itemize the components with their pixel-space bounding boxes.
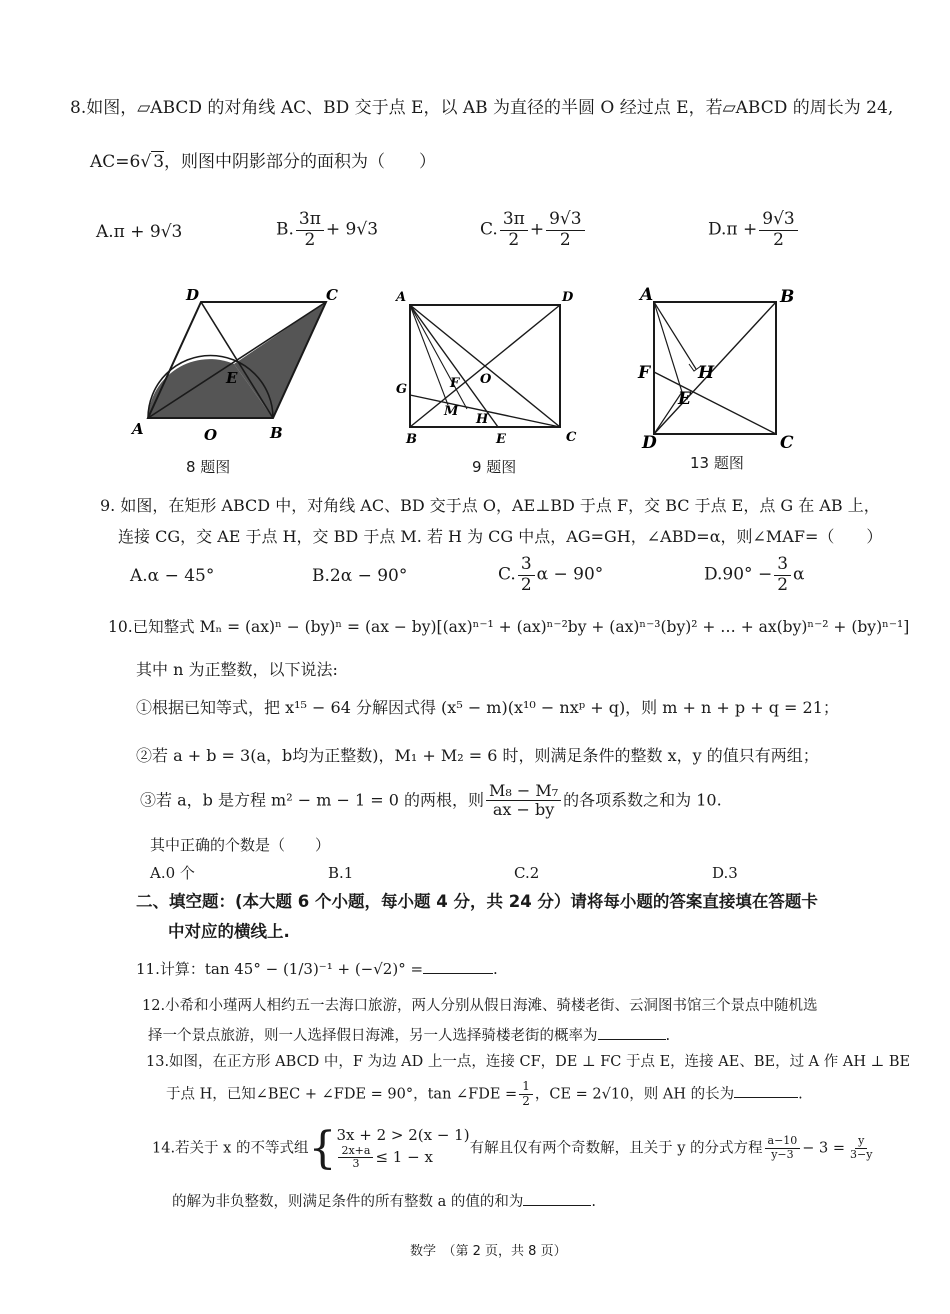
- q8-option-c-frac1: [500, 210, 528, 250]
- q10-ask: 其中正确的个数是（ ）: [150, 836, 331, 854]
- q8-option-c: [480, 210, 587, 250]
- q14-mid: 有解且仅有两个奇数解，且关于 y 的分式方程: [469, 1140, 763, 1157]
- q8-option-c-frac2: [546, 210, 584, 250]
- q8-option-c-label: C.: [480, 219, 498, 240]
- fig13-label-h: H: [698, 363, 715, 383]
- fig8-label-d: D: [186, 286, 200, 304]
- q10-line1: 10.已知整式 Mₙ = (ax)ⁿ − (by)ⁿ = (ax − by)[(ax)ⁿ⁻¹ + (ax)ⁿ⁻²by + (ax)ⁿ⁻³(by)² + … + ax(by)ⁿ⁻² + (by)ⁿ⁻¹]: [108, 618, 910, 636]
- figure-8: [130, 284, 350, 449]
- q9-option-c-label: C.: [498, 564, 516, 585]
- q8-option-b-frac: [296, 210, 324, 250]
- q14-system: [336, 1126, 469, 1171]
- figure-13: [636, 284, 806, 452]
- q9-option-d-den: 2: [777, 574, 789, 595]
- figure-9-caption: 9 题图: [472, 458, 517, 476]
- q14-brace: {: [308, 1122, 337, 1174]
- q14-frac2: [847, 1135, 875, 1161]
- q14-frac2-num: y: [855, 1135, 867, 1149]
- q13-line2-pre: 于点 H，已知∠BEC + ∠FDE = 90°，tan ∠FDE =: [166, 1086, 518, 1103]
- q10-s3-num: M₈ − M₇: [486, 782, 561, 801]
- fig9-label-f: F: [450, 376, 460, 391]
- q13-line2-mid: ，CE = 2√10，则 AH 的长为: [534, 1086, 735, 1103]
- q8-option-d: [708, 210, 800, 250]
- q9-option-d-num: 3: [774, 555, 791, 576]
- q8-line2: [90, 152, 436, 173]
- q10-s3-post: 的各项系数之和为 10.: [563, 790, 722, 810]
- figure-9: [390, 285, 590, 450]
- q13-tail: .: [798, 1086, 803, 1103]
- q13-line1: 13.如图，在正方形 ABCD 中，F 为边 AD 上一点，连接 CF，DE ⊥ FC 于点 E，连接 AE、BE，过 A 作 AH ⊥ BE: [146, 1054, 911, 1070]
- q12-line2: [148, 1027, 670, 1045]
- fig9-label-b: B: [406, 432, 417, 447]
- q8-option-b-tail: + 9√3: [325, 219, 379, 240]
- fig9-label-g: G: [396, 382, 408, 397]
- q8-option-b: [276, 210, 378, 250]
- figure-13-caption: 13 题图: [690, 454, 744, 472]
- q12-line2-text: 择一个景点旅游，则一人选择假日海滩，另一人选择骑楼老街的概率为: [148, 1028, 598, 1044]
- fig8-label-c: C: [326, 286, 338, 304]
- q8-option-c-den2: 2: [559, 229, 571, 250]
- q9-option-c-den: 2: [520, 574, 532, 595]
- q8-option-a: A.π + 9√3: [96, 222, 183, 242]
- page-footer: 数学 （第 2 页，共 8 页）: [410, 1244, 567, 1259]
- q9-option-c: [498, 555, 603, 595]
- section2-heading-line2: 中对应的横线上.: [168, 922, 290, 941]
- q10-line2: 其中 n 为正整数，以下说法:: [136, 660, 338, 679]
- q9-option-c-tail: α − 90°: [536, 564, 604, 585]
- q10-statement-2: ②若 a + b = 3(a，b均为正整数)，M₁ + M₂ = 6 时，则满足条件的整数 x，y 的值只有两组；: [136, 746, 819, 765]
- fig8-label-o: O: [204, 426, 218, 444]
- q14-pre: 14.若关于 x 的不等式组: [152, 1140, 309, 1157]
- q13-answer-blank[interactable]: [734, 1097, 798, 1098]
- q14-ineq2-den: 3: [352, 1157, 360, 1171]
- fig13-label-c: C: [780, 433, 794, 452]
- q9-option-d-tail: α: [793, 564, 805, 585]
- q14-line2: [172, 1193, 596, 1211]
- q10-statement-3: [140, 782, 722, 820]
- fig13-line-cf: [654, 372, 776, 434]
- q12-answer-blank[interactable]: [598, 1039, 666, 1040]
- fig9-line-ah: [410, 305, 467, 409]
- q11-tail: .: [493, 960, 498, 978]
- q13-frac-den: 2: [522, 1093, 530, 1108]
- q9-option-a: A.α − 45°: [130, 566, 215, 586]
- q14-ineq2-frac: [338, 1145, 373, 1171]
- q10-s3-frac: [486, 782, 561, 820]
- q14-frac1-num: a−10: [765, 1135, 801, 1149]
- q14-frac1-den: y−3: [771, 1148, 794, 1162]
- q10-s3-den: ax − by: [492, 800, 555, 820]
- fig8-label-a: A: [132, 420, 144, 438]
- q14-tail: .: [591, 1194, 596, 1210]
- q9-option-d-label: D.90° −: [704, 564, 773, 585]
- q8-option-b-num: 3π: [296, 210, 324, 231]
- fig9-label-h: H: [476, 412, 489, 427]
- q8-option-d-den: 2: [773, 229, 784, 250]
- fig13-line-be: [654, 302, 776, 434]
- q8-sqrt-sign: √: [140, 152, 152, 172]
- q11: [136, 960, 498, 979]
- section2-heading-line1: 二、填空题：(本大题 6 个小题，每小题 4 分，共 24 分）请将每小题的答案直接填在答题卡: [136, 892, 818, 911]
- q8-option-c-plus: +: [529, 219, 545, 240]
- q14-line2-text: 的解为非负整数，则满足条件的所有整数 a 的值的和为: [172, 1194, 524, 1210]
- q8-ac: AC=6: [90, 152, 141, 172]
- q14-frac1: [765, 1135, 801, 1161]
- q10-option-a: A.0 个: [150, 864, 195, 882]
- q14-ineq2-tail: ≤ 1 − x: [375, 1147, 433, 1166]
- q14-answer-blank[interactable]: [523, 1205, 591, 1206]
- q13-frac: [519, 1080, 533, 1109]
- fig13-line-ah: [654, 302, 696, 369]
- q9-option-d-frac: [774, 555, 791, 595]
- fig8-label-b: B: [270, 424, 283, 442]
- fig9-label-m: M: [444, 404, 459, 419]
- fig9-label-o: O: [480, 372, 492, 387]
- q8-option-c-den1: 2: [508, 229, 520, 250]
- q8-radicand: 3: [153, 152, 165, 172]
- q8-line1: 8.如图，▱ABCD 的对角线 AC、BD 交于点 E，以 AB 为直径的半圆 O 经过点 E，若▱ABCD 的周长为 24,: [70, 98, 894, 118]
- fig9-label-d: D: [562, 290, 574, 305]
- q9-line2: 连接 CG，交 AE 于点 H，交 BD 于点 M. 若 H 为 CG 中点，AG=GH，∠ABD=α，则∠MAF=（ ）: [118, 527, 883, 546]
- fig13-label-e: E: [678, 389, 691, 409]
- q14-line1: [152, 1122, 877, 1174]
- q14-inequality-1: 3x + 2 > 2(x − 1): [336, 1126, 470, 1144]
- fig13-label-f: F: [638, 363, 651, 383]
- q10-option-b: B.1: [328, 864, 354, 882]
- fig13-label-d: D: [642, 433, 657, 452]
- figure-8-caption: 8 题图: [186, 458, 231, 476]
- q8-question: ，则图中阴影部分的面积为（ ）: [164, 152, 437, 172]
- q8-option-d-num: 9√3: [759, 210, 797, 231]
- q14-inequality-2: [336, 1145, 469, 1171]
- q10-statement-1: ①根据已知等式，把 x¹⁵ − 64 分解因式得 (x⁵ − m)(x¹⁰ − nxᵖ + q)，则 m + n + p + q = 21；: [136, 698, 839, 717]
- q9-line1: 9. 如图，在矩形 ABCD 中，对角线 AC、BD 交于点 O，AE⊥BD 于点 F，交 BC 于点 E，点 G 在 AB 上，: [100, 496, 880, 515]
- q8-option-b-label: B.: [276, 219, 294, 240]
- q11-text: 11.计算：tan 45° − (1/3)⁻¹ + (−√2)° =: [136, 960, 424, 978]
- fig9-label-a: A: [396, 290, 407, 305]
- q13-frac-num: 1: [519, 1080, 533, 1095]
- q10-option-c: C.2: [514, 864, 540, 882]
- q14-ineq2-num: 2x+a: [338, 1145, 373, 1159]
- q8-option-c-num2: 9√3: [546, 210, 584, 231]
- q14-frac2-den: 3−y: [850, 1148, 873, 1162]
- fig13-label-a: A: [640, 285, 654, 305]
- fig9-label-c: C: [566, 430, 577, 445]
- fig13-label-b: B: [780, 287, 795, 307]
- q8-option-b-den: 2: [304, 229, 316, 250]
- q9-option-d: [704, 555, 805, 595]
- q9-option-b: B.2α − 90°: [312, 566, 408, 586]
- q8-option-c-num1: 3π: [500, 210, 528, 231]
- q12-line1: 12.小希和小瑾两人相约五一去海口旅游，两人分别从假日海滩、骑楼老街、云洞图书馆三个景点中随机选: [142, 998, 818, 1014]
- q13-line2: [166, 1080, 803, 1109]
- q8-option-d-label: D.π +: [708, 219, 758, 240]
- fig9-label-e: E: [496, 432, 506, 447]
- q9-option-c-frac: [518, 555, 535, 595]
- q10-s3-pre: ③若 a，b 是方程 m² − m − 1 = 0 的两根，则: [140, 790, 484, 810]
- q12-tail: .: [665, 1028, 671, 1044]
- q14-minus3: − 3 =: [802, 1140, 846, 1157]
- fig8-label-e: E: [226, 369, 238, 387]
- q8-option-d-frac: [759, 210, 797, 250]
- q10-option-d: D.3: [712, 864, 738, 882]
- q11-answer-blank[interactable]: [423, 973, 493, 974]
- q9-option-c-num: 3: [518, 555, 535, 576]
